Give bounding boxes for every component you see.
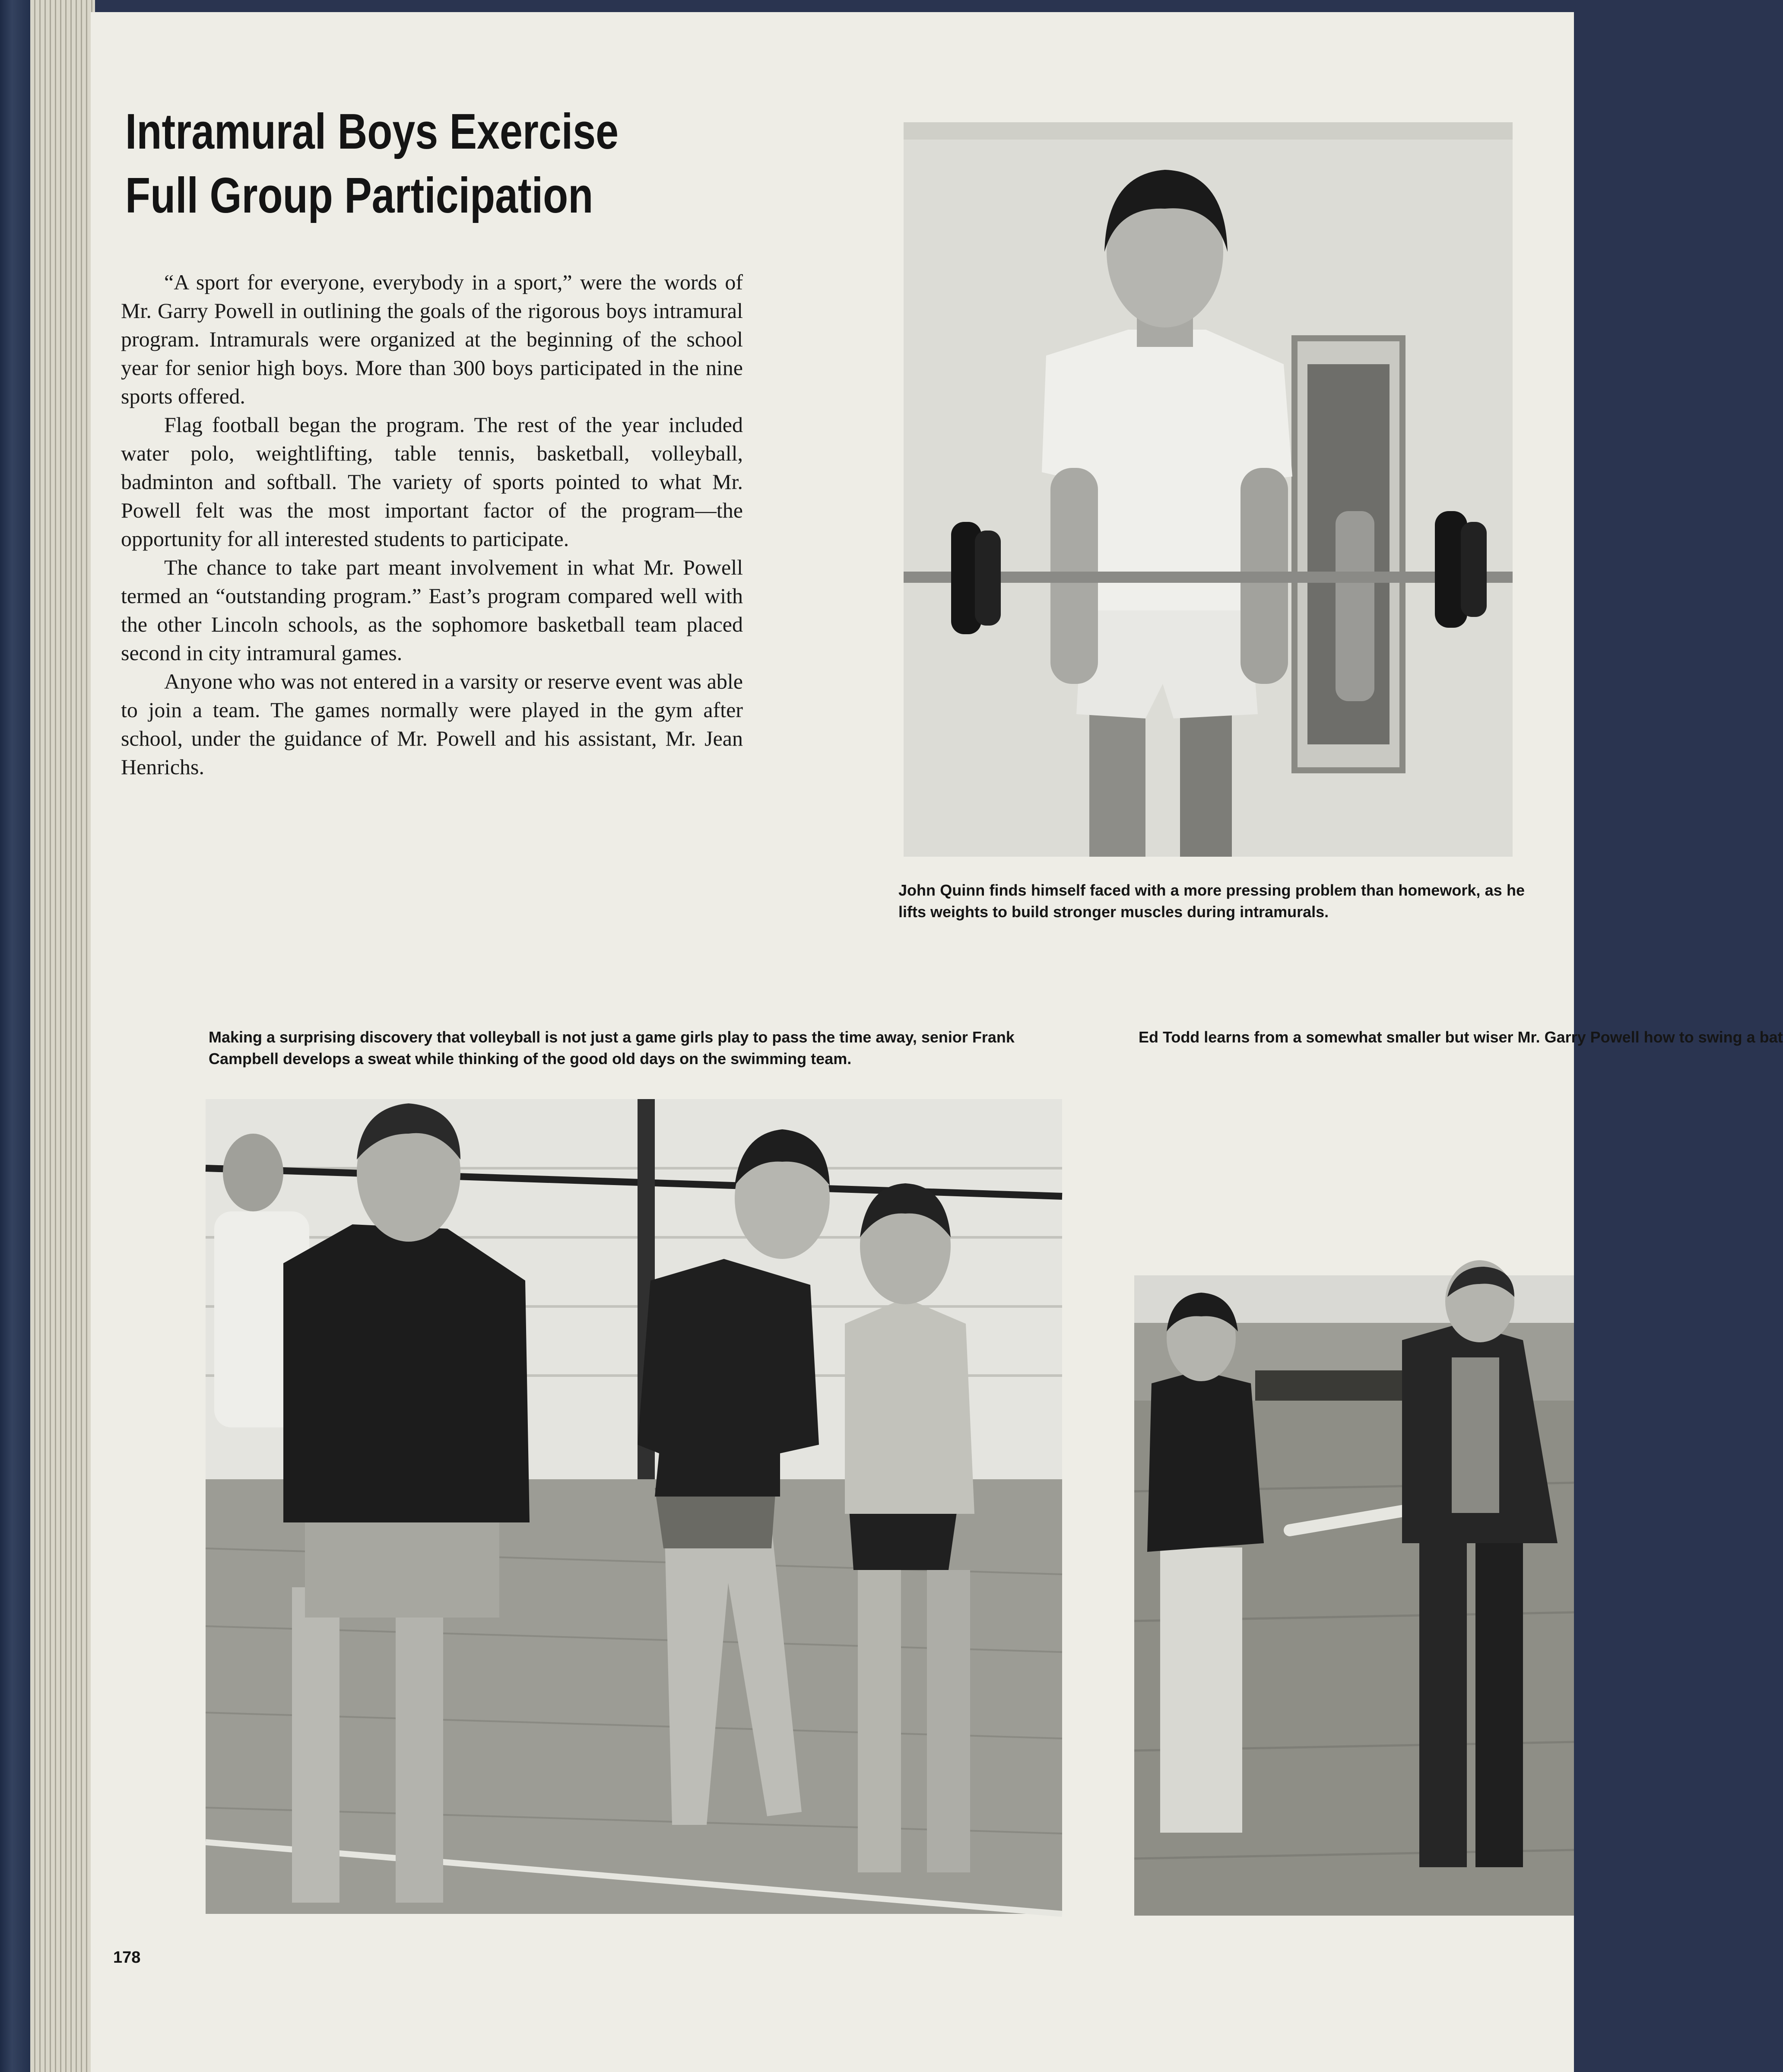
volleyball-caption: Making a surprising discovery that volleyball is not just a game girls play to pass the time away, senior Frank Campbell develops a sweat while thinking of the good old days on the swimming team. xyxy=(209,1028,1015,1068)
headline-line-2: Full Group Participation xyxy=(125,167,593,223)
volleyball-photo xyxy=(206,1099,1062,1914)
paragraph-4: Anyone who was not entered in a varsity or reserve event was able to join a team. The games normally were played in the gym after school, under the guidance of Mr. Powell and his assistant, Mr. Jean Henrichs. xyxy=(121,669,743,779)
weightlifting-caption: John Quinn finds himself faced with a more pressing problem than homework, as he lifts weights to build stronger muscles during intramurals. xyxy=(898,881,1525,921)
page-number: 178 xyxy=(113,1948,141,1967)
softball-caption: Ed Todd learns from a somewhat smaller but wiser Mr. Garry Powell how to swing a bat xyxy=(1139,1028,1783,1046)
headline-line-1: Intramural Boys Exercise xyxy=(125,103,619,159)
weightlifting-photo xyxy=(904,122,1513,857)
paragraph-3: The chance to take part meant involvement in what Mr. Powell termed an “outstanding program.” East’s program compared well with the other Lincoln schools, as the sophomore basketball team placed second in city intramural games. xyxy=(121,555,743,665)
article-body xyxy=(121,268,743,781)
paragraph-2: Flag football began the program. The rest of the year included water polo, weightlifting, table tennis, basketball, volleyball, badminton and softball. The variety of sports pointed to what Mr. Powell felt was the most important factor of the program—the opportunity for all interested students to participate. xyxy=(121,413,743,551)
book-spine xyxy=(0,0,30,2072)
paragraph-1: “A sport for everyone, everybody in a sport,” were the words of Mr. Garry Powell in outlining the goals of the rigorous boys intramural program. Intramurals were organized at the beginning of the school year for senior high boys. More than 300 boys participated in the nine sports offered. xyxy=(121,270,743,408)
softball-photo xyxy=(1134,1275,1574,1916)
page-edges xyxy=(30,0,95,2072)
headline xyxy=(125,99,657,227)
